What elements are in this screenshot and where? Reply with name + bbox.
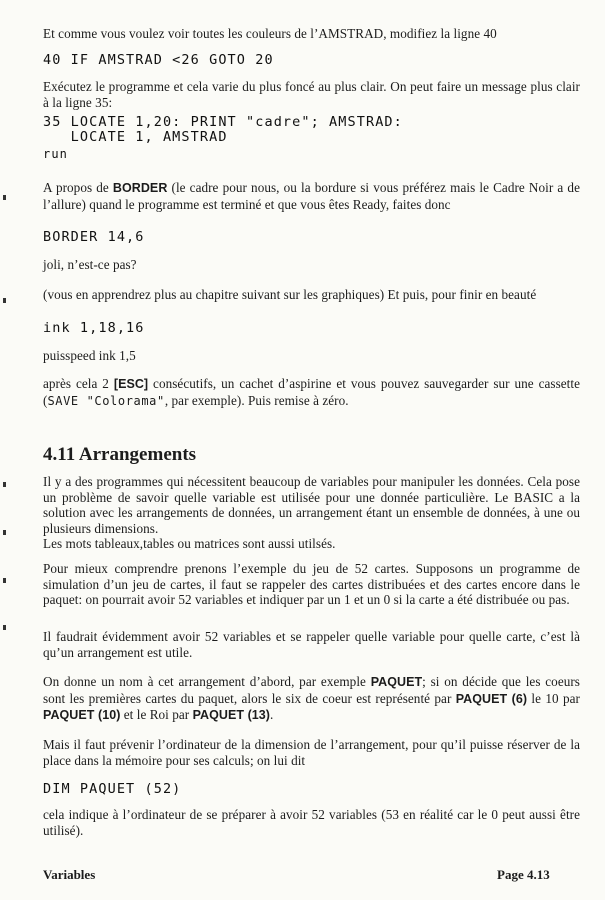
paragraph-intro: Et comme vous voulez voir toutes les couleurs de l’AMSTRAD, modifiez la ligne 40 xyxy=(43,26,497,41)
keyword-esc: [ESC] xyxy=(113,377,149,391)
margin-mark xyxy=(3,298,6,303)
margin-mark xyxy=(3,482,6,487)
paragraph-speed-ink: puisspeed ink 1,5 xyxy=(43,348,136,363)
paragraph-paquet: On donne un nom à cet arrangement d’abord, par exemple PAQUET; si on décide que les coeurs sont les premières cartes du paquet, alors le six de coeur est représenté par PAQUET (6) le 10 par PAQUET (10) et le Roi par PAQUET (13). xyxy=(43,674,580,723)
footer-chapter: Variables xyxy=(43,867,96,882)
paragraph-mots: Les mots tableaux,tables ou matrices sont aussi utilsés. xyxy=(43,536,336,551)
code-line-35: 35 LOCATE 1,20: PRINT "cadre"; AMSTRAD: xyxy=(43,114,403,130)
margin-mark xyxy=(3,195,6,200)
paragraph-border: A propos de BORDER (le cadre pour nous, ou la bordure si vous préférez mais le Cadre Noir a de l’allure) quand le programme est terminé et que vous êtes Ready, faites donc xyxy=(43,180,580,212)
paragraph-arrangements: Il y a des programmes qui nécessitent beaucoup de variables pour manipuler les données. Cela pose un problème de savoir quelle variable est utilisée pour une donnée particulière. Le BASIC a la solution avec les arrangements de données, un arrangement étant un ensemble de données, à une ou plusieurs dimensions. xyxy=(43,474,580,536)
margin-mark xyxy=(3,625,6,630)
code-dim: DIM PAQUET (52) xyxy=(43,781,182,797)
code-border: BORDER 14,6 xyxy=(43,229,145,245)
paragraph-cartes: Pour mieux comprendre prenons l’exemple du jeu de 52 cartes. Supposons un programme de simulation d’un jeu de cartes, il faut se rappeler des cartes distribuées et des cartes encore dans le paquet: on pourrait avoir 52 variables et indiquer par un 1 et un 0 si la carte a été distribuée ou pas. xyxy=(43,561,580,608)
paragraph-joli: joli, n’est-ce pas? xyxy=(43,257,137,272)
paragraph-execute: Exécutez le programme et cela varie du plus foncé au plus clair. On peut faire un message plus clair à la ligne 35: xyxy=(43,79,580,110)
margin-mark xyxy=(3,578,6,583)
paragraph-prevenir: Mais il faut prévenir l’ordinateur de la dimension de l’arrangement, pour qu’il puisse réserver de la place dans la mémoire pour ses calculs; on lui dit xyxy=(43,737,580,768)
code-run: run xyxy=(43,147,68,161)
code-line-40: 40 IF AMSTRAD <26 GOTO 20 xyxy=(43,52,274,68)
keyword-save: SAVE "Colorama" xyxy=(47,393,165,408)
paragraph-cela-indique: cela indique à l’ordinateur de se préparer à avoir 52 variables (53 en réalité car le 0 peut aussi être utilisé). xyxy=(43,807,580,838)
paragraph-52-variables: Il faudrait évidemment avoir 52 variables et se rappeler quelle variable pour quelle carte, c’est là qu’un arrangement est utile. xyxy=(43,629,580,660)
keyword-border: BORDER xyxy=(112,181,168,195)
paragraph-esc: après cela 2 [ESC] consécutifs, un cachet d’aspirine et vous pouvez sauvegarder sur une cassette (SAVE "Colorama", par exemple). Puis remise à zéro. xyxy=(43,376,580,408)
section-heading: 4.11 Arrangements xyxy=(43,444,197,465)
margin-mark xyxy=(3,530,6,535)
code-line-35-cont: LOCATE 1, AMSTRAD xyxy=(43,129,228,145)
footer-page-number: Page 4.13 xyxy=(497,867,550,882)
code-ink: ink 1,18,16 xyxy=(43,320,145,336)
paragraph-graphiques: (vous en apprendrez plus au chapitre suivant sur les graphiques) Et puis, pour finir en beauté xyxy=(43,287,537,302)
